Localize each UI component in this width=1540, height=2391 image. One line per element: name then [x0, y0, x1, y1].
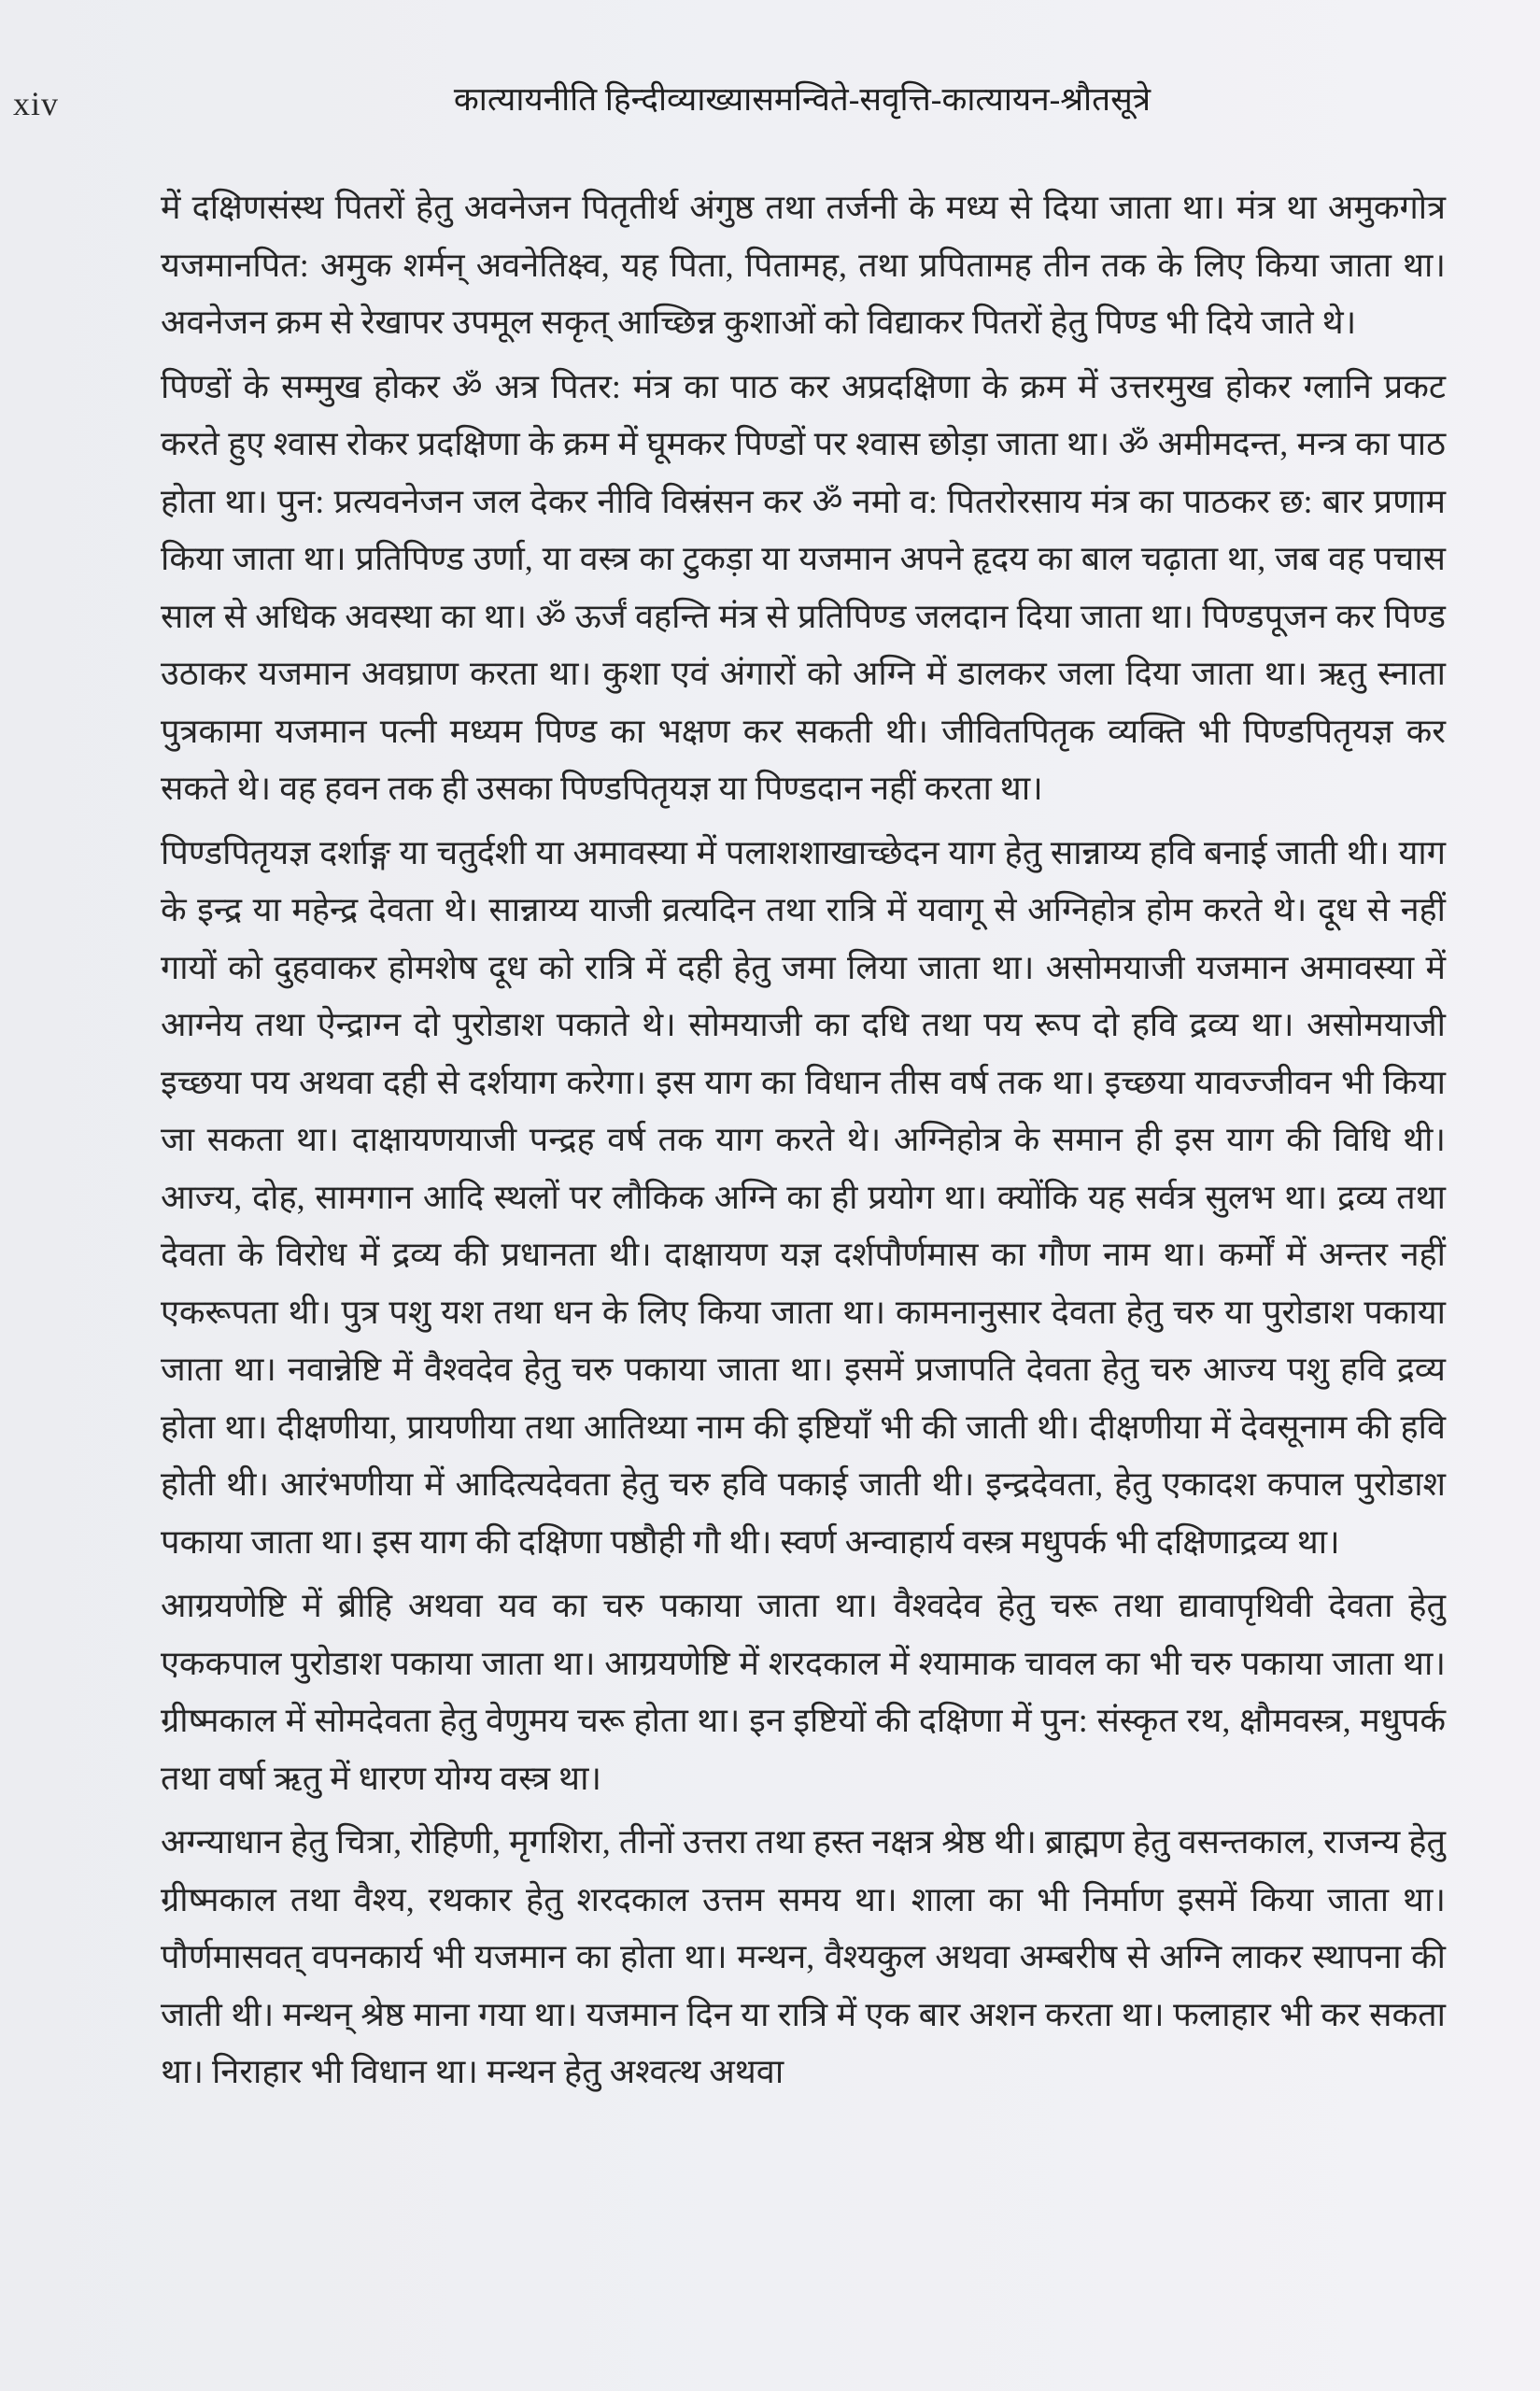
page-number: xiv — [13, 85, 60, 122]
paragraph-3: पिण्डपितृयज्ञ दर्शाङ्ग या चतुर्दशी या अमावस्या में पलाशशाखाच्छेदन याग हेतु सान्नाय्य हवि बनाई जाती थी। याग के इन्द्र या महेन्द्र देवता थे। सान्नाय्य याजी व्रत्यदिन तथा रात्रि में यवागू से अग्निहोत्र होम करते थे। दूध से नहीं गायों को दुहवाकर होमशेष दूध को रात्रि में दही हेतु जमा लिया जाता था। असोमयाजी यजमान अमावस्या में आग्नेय तथा ऐन्द्राग्न दो पुरोडाश पकाते थे। सोमयाजी का दधि तथा पय रूप दो हवि द्रव्य था। असोमयाजी इच्छया पय अथवा दही से दर्शयाग करेगा। इस याग का विधान तीस वर्ष तक था। इच्छया यावज्जीवन भी किया जा सकता था। दाक्षायणयाजी पन्द्रह वर्ष तक याग करते थे। अग्निहोत्र के समान ही इस याग की विधि थी। आज्य, दोह, सामगान आदि स्थलों पर लौकिक अग्नि का ही प्रयोग था। क्योंकि यह सर्वत्र सुलभ था। द्रव्य तथा देवता के विरोध में द्रव्य की प्रधानता थी। दाक्षायण यज्ञ दर्शपौर्णमास का गौण नाम था। कर्मों में अन्तर नहीं एकरूपता थी। पुत्र पशु यश तथा धन के लिए किया जाता था। कामनानुसार देवता हेतु चरु या पुरोडाश पकाया जाता था। नवान्नेष्टि में वैश्वदेव हेतु चरु पकाया जाता था। इसमें प्रजापति देवता हेतु चरु आज्य पशु हवि द्रव्य होता था। दीक्षणीया, प्रायणीया तथा आतिथ्या नाम की इष्टियाँ भी की जाती थी। दीक्षणीया में देवसूनाम की हवि होती थी। आरंभणीया में आदित्यदेवता हेतु चरु हवि पकाई जाती थी। इन्द्रदेवता, हेतु एकादश कपाल पुरोडाश पकाया जाता था। इस याग की दक्षिणा पष्ठौही गौ थी। स्वर्ण अन्वाहार्य वस्त्र मधुपर्क भी दक्षिणाद्रव्य था। — [161, 833, 1446, 1561]
paragraph-4: आग्रयणेष्टि में ब्रीहि अथवा यव का चरु पकाया जाता था। वैश्वदेव हेतु चरू तथा द्यावापृथिवी देवता हेतु एककपाल पुरोडाश पकाया जाता था। आग्रयणेष्टि में शरदकाल में श्यामाक चावल का भी चरु पकाया जाता था। ग्रीष्मकाल में सोमदेवता हेतु वेणुमय चरू होता था। इन इष्टियों की दक्षिणा में पुन: संस्कृत रथ, क्षौमवस्त्र, मधुपर्क तथा वर्षा ऋतु में धारण योग्य वस्त्र था। — [161, 1587, 1446, 1797]
running-header: कात्यायनीति हिन्दीव्याख्यासमन्विते-सवृत्ति-कात्यायन-श्रौतसूत्रे — [453, 81, 1151, 118]
paragraph-1: में दक्षिणसंस्थ पितरों हेतु अवनेजन पितृतीर्थ अंगुष्ठ तथा तर्जनी के मध्य से दिया जाता था। मंत्र था अमुकगोत्र यजमानपित: अमुक शर्मन् अवनेतिक्ष्व, यह पिता, पितामह, तथा प्रपितामह तीन तक के लिए किया जाता था। अवनेजन क्रम से रेखापर उपमूल सकृत् आच्छिन्न कुशाओं को विद्याकर पितरों हेतु पिण्ड भी दिये जाते थे। — [161, 189, 1446, 341]
paragraph-2: पिण्डों के सम्मुख होकर ॐ अत्र पितर: मंत्र का पाठ कर अप्रदक्षिणा के क्रम में उत्तरमुख होकर ग्लानि प्रकट करते हुए श्वास रोकर प्रदक्षिणा के क्रम में घूमकर पिण्डों पर श्वास छोड़ा जाता था। ॐ अमीमदन्त, मन्त्र का पाठ होता था। पुन: प्रत्यवनेजन जल देकर नीवि विस्रंसन कर ॐ नमो व: पितरोरसाय मंत्र का पाठकर छ: बार प्रणाम किया जाता था। प्रतिपिण्ड उर्णा, या वस्त्र का टुकड़ा या यजमान अपने हृदय का बाल चढ़ाता था, जब वह पचास साल से अधिक अवस्था का था। ॐ ऊर्जं वहन्ति मंत्र से प्रतिपिण्ड जलदान दिया जाता था। पिण्डपूजन कर पिण्ड उठाकर यजमान अवघ्राण करता था। कुशा एवं अंगारों को अग्नि में डालकर जला दिया जाता था। ऋतु स्नाता पुत्रकामा यजमान पत्नी मध्यम पिण्ड का भक्षण कर सकती थी। जीवितपितृक व्यक्ति भी पिण्डपितृयज्ञ कर सकते थे। वह हवन तक ही उसका पिण्डपितृयज्ञ या पिण्डदान नहीं करता था। — [161, 367, 1446, 807]
paragraph-5: अग्न्याधान हेतु चित्रा, रोहिणी, मृगशिरा, तीनों उत्तरा तथा हस्त नक्षत्र श्रेष्ठ थी। ब्राह्मण हेतु वसन्तकाल, राजन्य हेतु ग्रीष्मकाल तथा वैश्य, रथकार हेतु शरदकाल उत्तम समय था। शाला का भी निर्माण इसमें किया जाता था। पौर्णमासवत् वपनकार्य भी यजमान का होता था। मन्थन, वैश्यकुल अथवा अम्बरीष से अग्नि लाकर स्थापना की जाती थी। मन्थन् श्रेष्ठ माना गया था। यजमान दिन या रात्रि में एक बार अशन करता था। फलाहार भी कर सकता था। निराहार भी विधान था। मन्थन हेतु अश्वत्थ अथवा — [161, 1823, 1446, 2090]
body-text — [161, 179, 1446, 2101]
